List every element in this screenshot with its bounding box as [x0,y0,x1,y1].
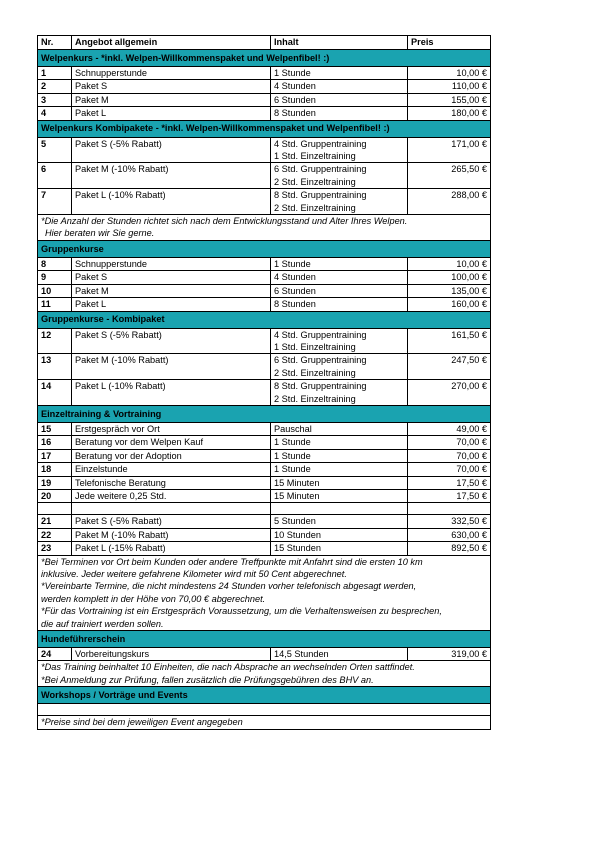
row-inhalt: 1 Stunde [271,449,408,462]
note-line: inklusive. Jeder weitere gefahrene Kilometer wird mit 50 Cent abgerechnet. [41,569,347,579]
row-preis: 171,00 € [408,137,491,163]
row-preis: 247,50 € [408,354,491,380]
table-row [38,476,491,489]
note-row [38,716,491,729]
row-preis: 630,00 € [408,528,491,541]
table-row [38,93,491,106]
row-inhalt: 14,5 Stunden [271,648,408,661]
table-row [38,463,491,476]
row-nr: 19 [38,476,72,489]
inhalt-line-1: 4 Std. Gruppentraining [274,329,367,340]
section-title: Welpenkurs Kombipakete - *inkl. Welpen-Willkommenspaket und Welpenfibel! :) [38,120,491,137]
spacer-row [38,704,491,716]
row-preis: 10,00 € [408,257,491,270]
row-angebot: Paket M (-10% Rabatt) [72,354,271,380]
table-row [38,380,491,406]
note-line: *Für das Vortraining ist ein Erstgespräch Voraussetzung, um die Verhaltensweisen zu besprechen, [41,606,442,617]
inhalt-line-2: 1 Std. Einzeltraining [274,151,356,162]
row-angebot: Paket M [72,284,271,297]
spacer-cell [72,503,271,515]
row-inhalt: 6 Stunden [271,284,408,297]
section-header-einzeltraining [38,405,491,422]
note-row [38,661,491,687]
row-angebot: Schnupperstunde [72,257,271,270]
spacer-cell [408,503,491,515]
price-table [37,35,491,730]
row-nr: 23 [38,542,72,555]
header-inhalt: Inhalt [271,36,408,50]
header-angebot: Angebot allgemein [72,36,271,50]
row-nr: 12 [38,328,72,354]
row-nr: 16 [38,436,72,449]
table-row [38,489,491,502]
row-angebot: Einzelstunde [72,463,271,476]
row-preis: 160,00 € [408,298,491,311]
row-inhalt: 10 Stunden [271,528,408,541]
inhalt-line-1: 8 Std. Gruppentraining [274,190,367,201]
row-inhalt: 8 Stunden [271,107,408,120]
section-title: Workshops / Vorträge und Events [38,687,491,704]
row-angebot: Beratung vor der Adoption [72,449,271,462]
row-preis: 161,50 € [408,328,491,354]
table-row [38,137,491,163]
table-row [38,528,491,541]
row-angebot: Schnupperstunde [72,67,271,80]
row-angebot: Paket S [72,80,271,93]
row-inhalt [271,137,408,163]
row-angebot: Erstgespräch vor Ort [72,422,271,435]
section-title: Einzeltraining & Vortraining [38,405,491,422]
row-angebot: Vorbereitungskurs [72,648,271,661]
inhalt-line-2: 2 Std. Einzeltraining [274,176,356,187]
table-row [38,80,491,93]
row-preis: 332,50 € [408,515,491,528]
note-row [38,555,491,630]
table-row [38,449,491,462]
spacer-row [38,503,491,515]
table-row [38,67,491,80]
inhalt-line-2: 2 Std. Einzeltraining [274,393,356,404]
welpen-note [38,215,491,241]
row-nr: 6 [38,163,72,189]
inhalt-line-1: 8 Std. Gruppentraining [274,381,367,392]
section-header-hundefuehrerschein [38,631,491,648]
row-nr: 20 [38,489,72,502]
spacer-cell [271,503,408,515]
row-inhalt: 5 Stunden [271,515,408,528]
table-row [38,271,491,284]
row-nr: 1 [38,67,72,80]
inhalt-line-1: 6 Std. Gruppentraining [274,164,367,175]
row-inhalt [271,354,408,380]
note-line: werden komplett in der Höhe von 70,00 € abgerechnet. [41,593,266,604]
row-inhalt [271,163,408,189]
header-preis: Preis [408,36,491,50]
spacer-cell [38,704,491,716]
row-preis: 70,00 € [408,436,491,449]
row-angebot: Paket L [72,107,271,120]
row-inhalt: 4 Stunden [271,271,408,284]
row-nr: 7 [38,189,72,215]
row-nr: 17 [38,449,72,462]
row-inhalt: 15 Minuten [271,489,408,502]
row-preis: 110,00 € [408,80,491,93]
row-preis: 70,00 € [408,449,491,462]
row-angebot: Paket L (-10% Rabatt) [72,189,271,215]
row-preis: 288,00 € [408,189,491,215]
row-nr: 13 [38,354,72,380]
row-angebot: Beratung vor dem Welpen Kauf [72,436,271,449]
row-nr: 4 [38,107,72,120]
table-row [38,189,491,215]
row-nr: 10 [38,284,72,297]
row-preis: 265,50 € [408,163,491,189]
row-preis: 70,00 € [408,463,491,476]
row-nr: 5 [38,137,72,163]
row-preis: 892,50 € [408,542,491,555]
row-angebot: Paket L (-15% Rabatt) [72,542,271,555]
workshops-note: *Preise sind bei dem jeweiligen Event angegeben [38,716,491,729]
row-inhalt: 6 Stunden [271,93,408,106]
row-nr: 15 [38,422,72,435]
row-nr: 11 [38,298,72,311]
section-title: Hundeführerschein [38,631,491,648]
row-nr: 3 [38,93,72,106]
row-inhalt: 15 Stunden [271,542,408,555]
table-row [38,163,491,189]
row-inhalt: 8 Stunden [271,298,408,311]
row-angebot: Paket M [72,93,271,106]
row-preis: 135,00 € [408,284,491,297]
note-line: *Bei Terminen vor Ort beim Kunden oder andere Treffpunkte mit Anfahrt sind die ersten 10 km [41,556,423,567]
row-angebot: Paket S [72,271,271,284]
row-preis: 10,00 € [408,67,491,80]
row-preis: 180,00 € [408,107,491,120]
row-inhalt: 1 Stunde [271,67,408,80]
table-row [38,328,491,354]
row-nr: 22 [38,528,72,541]
note-line: *Bei Anmeldung zur Prüfung, fallen zusätzlich die Prüfungsgebühren des BHV an. [41,674,374,685]
section-header-workshops [38,687,491,704]
row-nr: 14 [38,380,72,406]
note-line: *Vereinbarte Termine, die nicht mindestens 24 Stunden vorher telefonisch abgesagt werden, [41,581,417,592]
spacer-cell [38,503,72,515]
table-row [38,542,491,555]
section-header-gruppen-kombipaket [38,311,491,328]
row-angebot: Jede weitere 0,25 Std. [72,489,271,502]
section-header-welpenkurs [38,50,491,67]
row-inhalt [271,380,408,406]
row-preis: 155,00 € [408,93,491,106]
table-row [38,648,491,661]
table-row [38,515,491,528]
table-row [38,436,491,449]
table-row [38,422,491,435]
inhalt-line-2: 2 Std. Einzeltraining [274,367,356,378]
row-nr: 21 [38,515,72,528]
row-angebot: Telefonische Beratung [72,476,271,489]
row-nr: 9 [38,271,72,284]
note-line: Hier beraten wir Sie gerne. [45,228,155,239]
inhalt-line-1: 6 Std. Gruppentraining [274,355,367,366]
section-title: Gruppenkurse [38,240,491,257]
einzel-notes [38,555,491,630]
row-angebot: Paket L (-10% Rabatt) [72,380,271,406]
row-nr: 8 [38,257,72,270]
row-nr: 2 [38,80,72,93]
section-header-welpen-kombipakete [38,120,491,137]
row-angebot: Paket L [72,298,271,311]
row-angebot: Paket S (-5% Rabatt) [72,137,271,163]
row-inhalt: 4 Stunden [271,80,408,93]
inhalt-line-1: 4 Std. Gruppentraining [274,138,367,149]
note-line: *Die Anzahl der Stunden richtet sich nach dem Entwicklungsstand und Alter Ihres Welpen. [41,216,408,227]
section-title: Welpenkurs - *inkl. Welpen-Willkommenspaket und Welpenfibel! :) [38,50,491,67]
row-angebot: Paket S (-5% Rabatt) [72,515,271,528]
row-angebot: Paket M (-10% Rabatt) [72,528,271,541]
note-line: *Das Training beinhaltet 10 Einheiten, die nach Absprache an wechselnden Orten sattfindet. [41,662,415,673]
row-preis: 17,50 € [408,476,491,489]
note-row [38,215,491,241]
row-nr: 18 [38,463,72,476]
inhalt-line-2: 1 Std. Einzeltraining [274,341,356,352]
row-angebot: Paket S (-5% Rabatt) [72,328,271,354]
section-title: Gruppenkurse - Kombipaket [38,311,491,328]
header-nr: Nr. [38,36,72,50]
table-row [38,298,491,311]
row-preis: 270,00 € [408,380,491,406]
row-inhalt [271,189,408,215]
row-preis: 100,00 € [408,271,491,284]
row-nr: 24 [38,648,72,661]
note-line: die auf trainiert werden sollen. [41,618,164,629]
row-inhalt: 15 Minuten [271,476,408,489]
row-preis: 49,00 € [408,422,491,435]
section-header-gruppenkurse [38,240,491,257]
row-preis: 319,00 € [408,648,491,661]
row-preis: 17,50 € [408,489,491,502]
row-inhalt: Pauschal [271,422,408,435]
row-inhalt: 1 Stunde [271,257,408,270]
table-row [38,107,491,120]
row-angebot: Paket M (-10% Rabatt) [72,163,271,189]
inhalt-line-2: 2 Std. Einzeltraining [274,202,356,213]
table-row [38,257,491,270]
row-inhalt [271,328,408,354]
row-inhalt: 1 Stunde [271,436,408,449]
table-row [38,354,491,380]
table-row [38,284,491,297]
table-header-row [38,36,491,50]
row-inhalt: 1 Stunde [271,463,408,476]
hunde-notes [38,661,491,687]
